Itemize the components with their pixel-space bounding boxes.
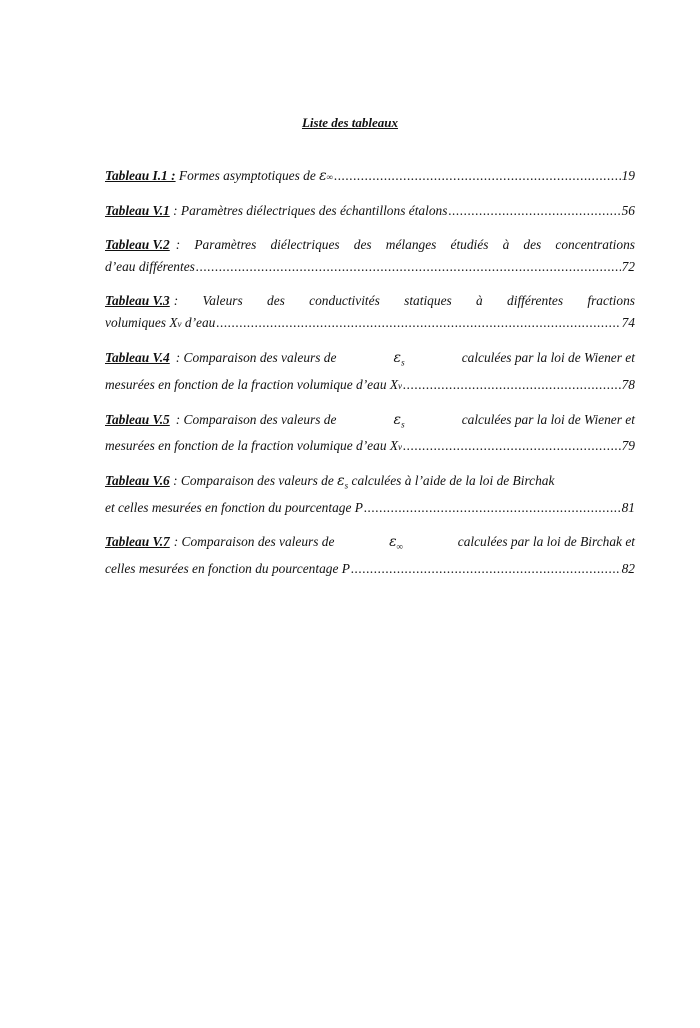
entry-text-line2: mesurées en fonction de la fraction volumique d’eau X (105, 376, 399, 392)
entry-label: Tableau V.4 (105, 350, 170, 365)
entry-text-line2: d’eau différentes (105, 259, 195, 274)
page-number: 56 (621, 203, 635, 218)
entry-label: Tableau V.3 (105, 293, 170, 308)
entry-text-post: calculées par la loi de Wiener et (461, 411, 635, 427)
entry-label: Tableau I.1 : (105, 168, 176, 183)
epsilon-symbol: $\varepsilon_\infty$ (389, 534, 404, 552)
entry-text-post: calculées à l’aide de la loi de Birchak (351, 473, 555, 489)
page-number: 82 (621, 560, 635, 576)
entry-text: Formes asymptotiques de (178, 168, 316, 183)
page-number: 19 (621, 168, 635, 183)
entry-text-pre: : Comparaison des valeurs de (173, 534, 335, 550)
symbol-subscript: s (401, 419, 405, 430)
subscript-v: v (177, 319, 182, 329)
entry-text-line1 (174, 531, 635, 558)
entry-text-pre: : Comparaison des valeurs de (173, 473, 334, 489)
page-number: 74 (621, 315, 635, 330)
symbol-subscript: s (344, 481, 349, 492)
page-number: 78 (621, 376, 635, 392)
list-item-tableau-v5 (105, 409, 635, 459)
entry-text-line1: : Paramètres diélectriques des mélanges étudiés à des concentrations (175, 237, 635, 252)
entry-text-pre: : Comparaison des valeurs de (175, 350, 337, 365)
entry-text: : Paramètres diélectriques des échantillons étalons (173, 203, 448, 218)
list-item-tableau-v3 (105, 290, 635, 335)
entry-label: Tableau V.1 (105, 203, 170, 218)
dot-leader (403, 435, 621, 457)
page-number: 79 (621, 438, 635, 454)
entry-label: Tableau V.2 (105, 237, 170, 252)
list-item-tableau-v1 (105, 200, 635, 222)
entry-label: Tableau V.6 (105, 473, 170, 489)
entry-text-line2: volumiques X (105, 315, 178, 330)
entry-label: Tableau V.7 (105, 534, 170, 550)
dot-leader (216, 312, 620, 334)
subscript-v: v (398, 380, 403, 391)
list-item-tableau-v7 (105, 531, 635, 580)
dot-leader (403, 374, 621, 396)
entry-text-post: calculées par la loi de Birchak et (457, 534, 635, 550)
subscript-v: v (398, 442, 403, 453)
list-item-tableau-v2 (105, 234, 635, 278)
entry-text-pre: : Comparaison des valeurs de (175, 411, 337, 427)
symbol-subscript: s (401, 357, 405, 368)
list-item-tableau-i1 (105, 165, 635, 188)
symbol-subscript: ∞ (326, 172, 334, 182)
entry-text-line1 (176, 409, 635, 436)
dot-leader (196, 256, 621, 278)
epsilon-symbol: $\varepsilon_s$ (337, 473, 349, 492)
entry-text-line2-end: d’eau (184, 315, 216, 330)
page-number: 72 (621, 259, 635, 274)
dot-leader (334, 165, 621, 187)
list-item-tableau-v4 (105, 347, 635, 397)
page-number: 81 (621, 500, 635, 516)
page-title: Liste des tableaux (301, 115, 399, 130)
entry-label: Tableau V.5 (105, 411, 170, 427)
entry-text-line2: mesurées en fonction de la fraction volumique d’eau X (105, 438, 399, 454)
list-item-tableau-v6 (105, 470, 635, 519)
entry-text-line1 (176, 347, 635, 374)
table-list (105, 165, 635, 592)
entry-text-line2: celles mesurées en fonction du pourcentage P (105, 560, 350, 576)
entry-text-line2: et celles mesurées en fonction du pourcentage P (105, 500, 363, 516)
symbol-subscript: ∞ (396, 541, 404, 552)
epsilon-symbol: ε (319, 168, 327, 184)
entry-text-line1: : Valeurs des conductivités statiques à différentes fractions (173, 293, 635, 308)
epsilon-symbol: $\varepsilon_s$ (393, 411, 405, 430)
dot-leader (448, 200, 620, 222)
dot-leader (364, 497, 621, 519)
epsilon-symbol: $\varepsilon_s$ (393, 350, 405, 368)
dot-leader (351, 558, 621, 580)
entry-text-post: calculées par la loi de Wiener et (461, 350, 635, 365)
